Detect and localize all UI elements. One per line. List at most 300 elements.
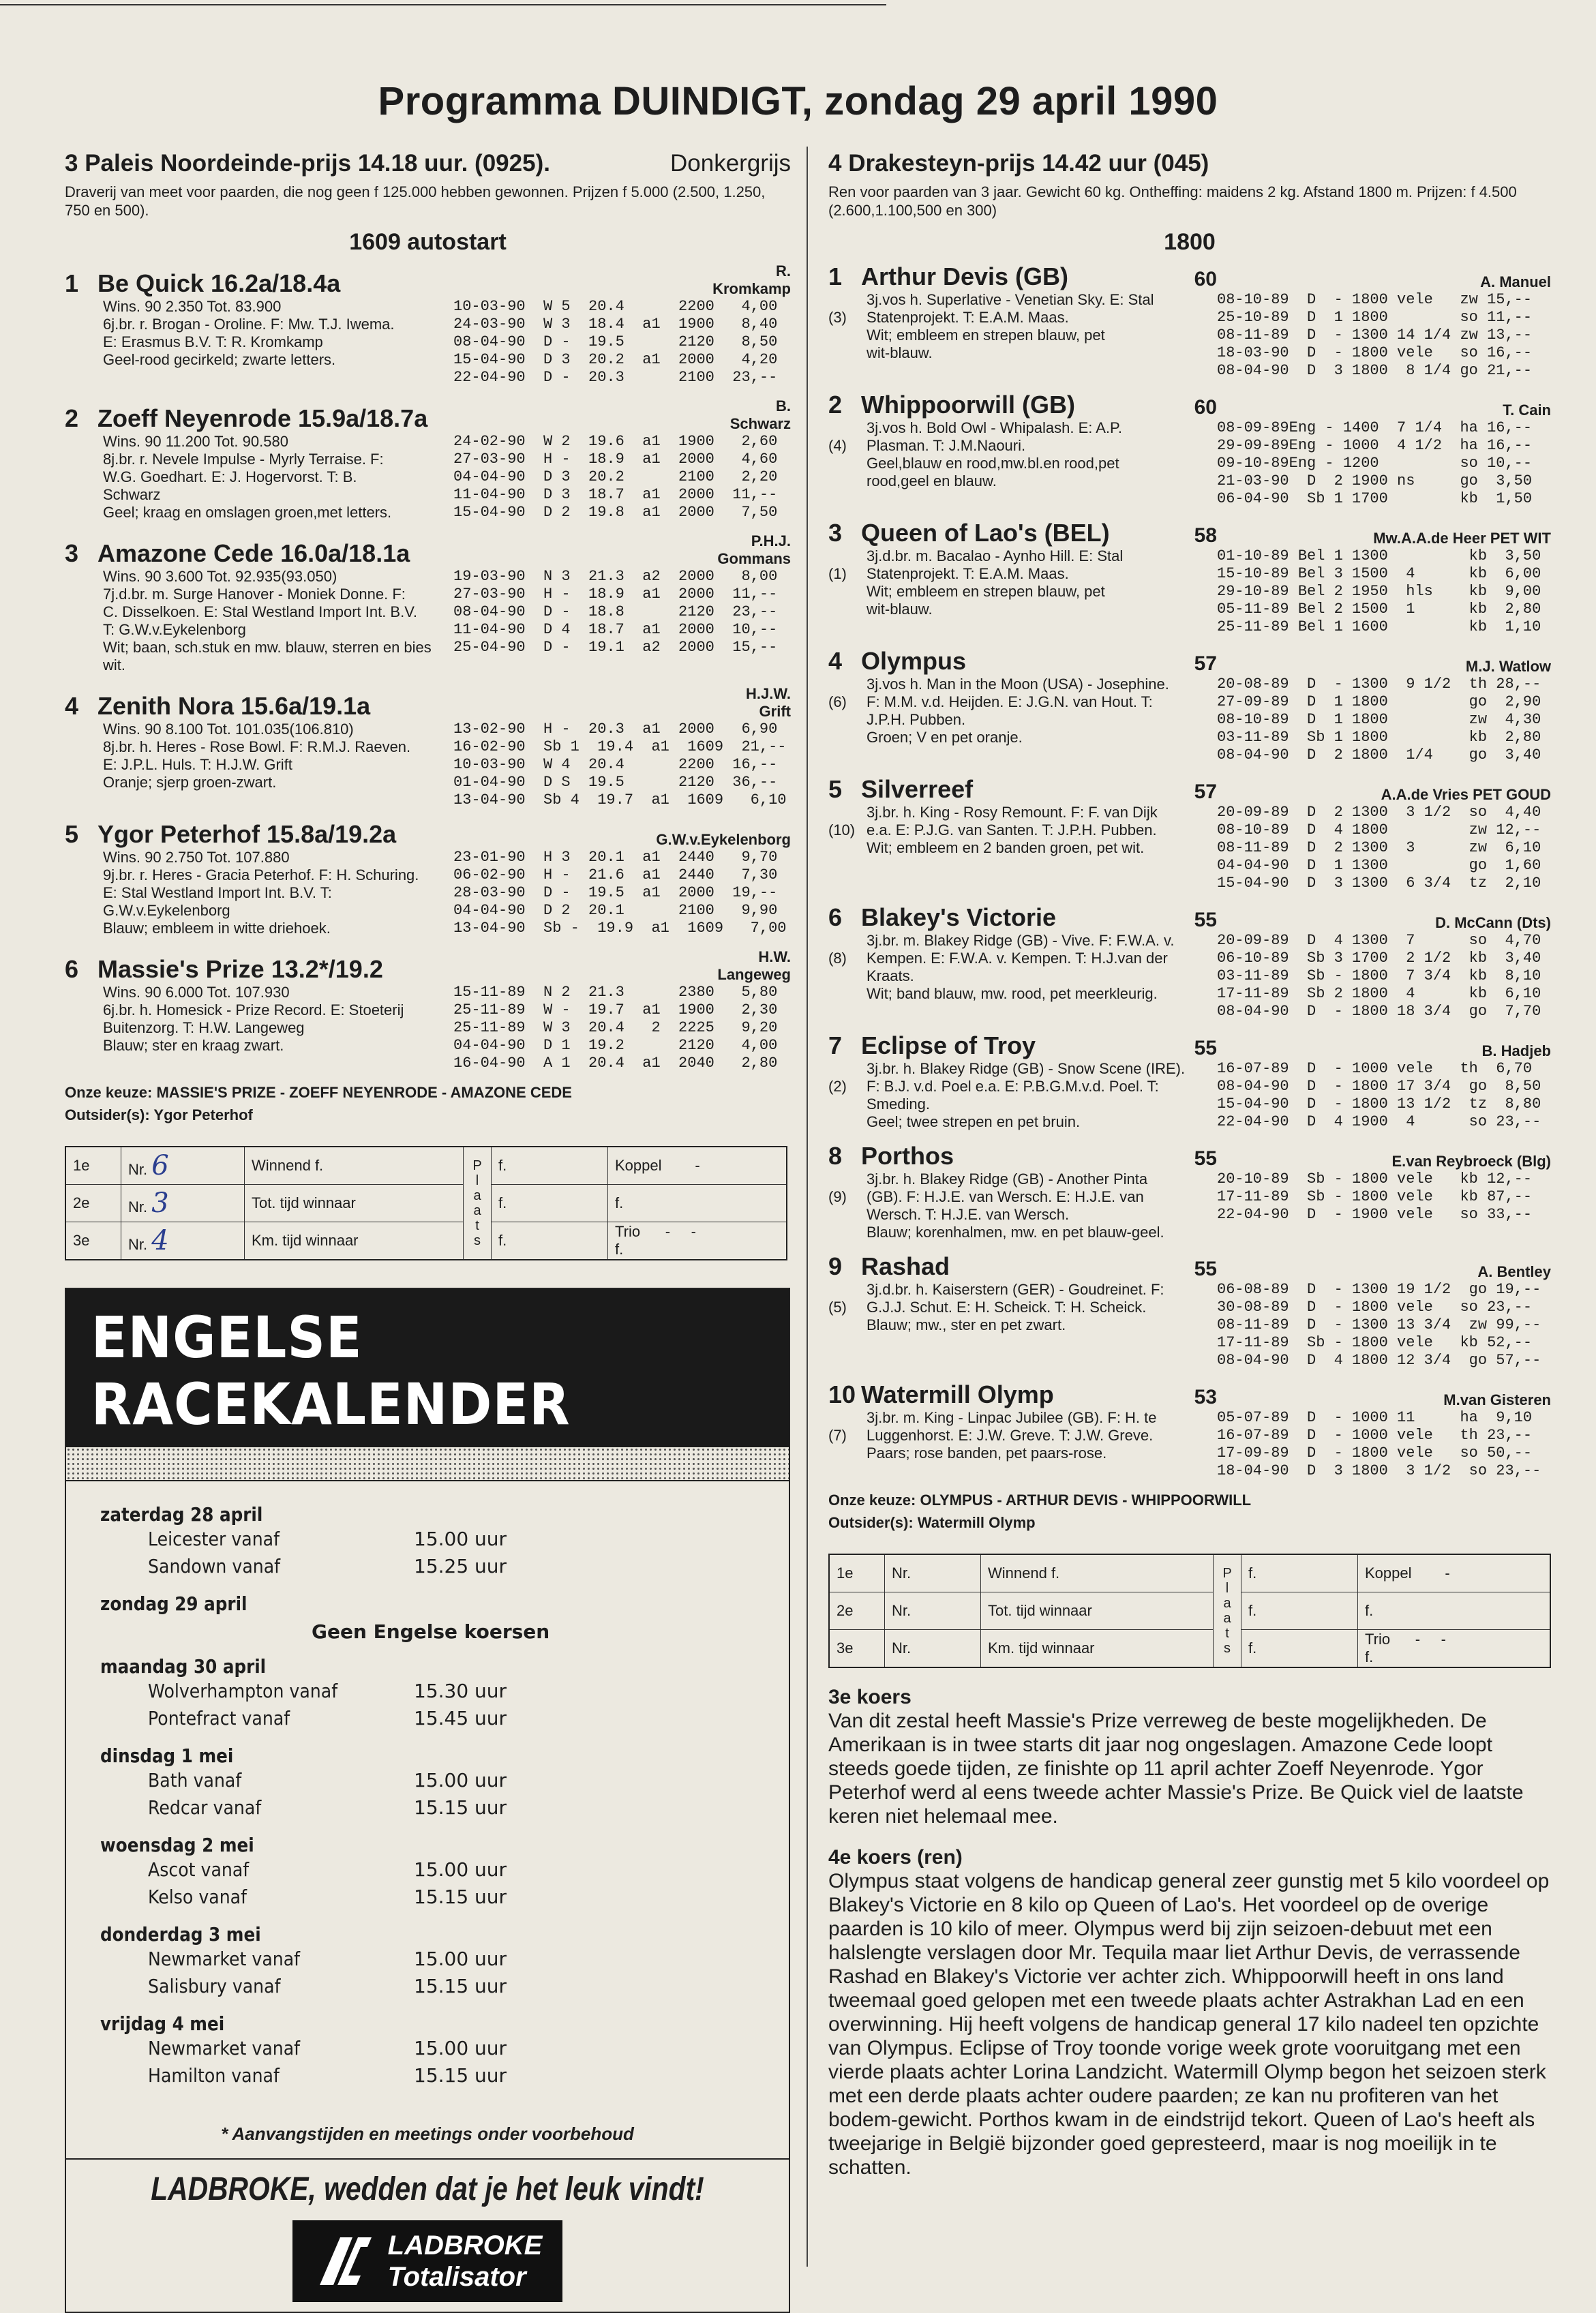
race3-horse-header — [65, 539, 717, 568]
race4-form-row: 05-11-89 Bel 2 1500 1 kb 2,80 — [1217, 601, 1541, 618]
race4-form-row: 20-09-89 D 2 1300 3 1/2 so 4,40 — [1217, 804, 1541, 821]
race3-horse-info-line: 7j.d.br. m. Surge Hanover - Moniek Donne. F: — [103, 586, 406, 603]
race3-horse-info-line: E: Erasmus B.V. T: R. Kromkamp — [103, 333, 323, 350]
kalender-time: 15.00 uur — [414, 1948, 507, 1970]
race3-horse-info-line: Geel; kraag en omslagen groen,met letters. — [103, 504, 392, 521]
race4-form-row: 30-08-89 D - 1800 vele so 23,-- — [1217, 1299, 1533, 1316]
race4-horse-info-line: Blauw; korenhalmen, mw. en pet blauw-geel. — [867, 1224, 1164, 1241]
race3-horse-info-line: 9j.br. r. Heres - Gracia Peterhof. F: H. Schuring. — [103, 866, 419, 883]
race3-horse-name: Amazone Cede 16.0a/18.1a — [97, 539, 410, 567]
race4-horse-top — [828, 647, 1551, 676]
result-tot-tijd: Tot. tijd winnaar — [245, 1185, 464, 1222]
race3-horse-number: 2 — [65, 404, 79, 432]
race4-horse-form — [1217, 547, 1551, 636]
dotted-band — [66, 1447, 789, 1481]
race3-horse-info-line: Blauw; embleem in witte driehoek. — [103, 920, 331, 937]
race3-horse-info-line: Schwarz — [103, 486, 161, 503]
race4-horse-info — [828, 804, 1217, 892]
race3-horse-form — [453, 721, 791, 809]
race3-horse-info — [65, 298, 453, 387]
race3-horse — [65, 820, 791, 937]
race3-horse-jockey: H.J.W. Grift — [745, 685, 791, 720]
race4-horse-info-line: Paars; rose banden, pet paars-rose. — [867, 1445, 1107, 1462]
kalender-time: 15.00 uur — [414, 1858, 507, 1881]
result-nr-2: Nr. 3 — [121, 1185, 245, 1222]
race3-color: Donkergrijs — [670, 150, 791, 177]
race3-horse — [65, 397, 791, 521]
race3-outsider: Outsider(s): Ygor Peterhof — [65, 1106, 253, 1123]
race4-horse-number: 7 — [828, 1031, 843, 1059]
top-rule — [0, 0, 886, 5]
race3-horse — [65, 948, 791, 1072]
right-column — [828, 150, 1551, 2179]
race4-horse-post-position: (3) — [828, 309, 847, 326]
race4-form-row: 08-04-90 D 2 1800 1/4 go 3,40 — [1217, 746, 1541, 764]
race4-horse-weight: 58 — [1194, 524, 1217, 547]
kalender-venue: Newmarket vanaf — [148, 2037, 301, 2059]
ladbroke-logo-line1: LADBROKE — [387, 2231, 543, 2261]
race3-horse-jockey: H.W. Langeweg — [717, 948, 791, 983]
race3-form-row: 11-04-90 D 4 18.7 a1 2000 10,-- — [453, 621, 778, 638]
race3-form-row: 15-11-89 N 2 21.3 2380 5,80 — [453, 984, 778, 1001]
race4-horse-body — [828, 1170, 1551, 1241]
race4-horse-info — [828, 676, 1217, 764]
race4-distance: 1800 — [1164, 229, 1216, 255]
race4-form-row: 05-07-89 D - 1000 11 ha 9,10 — [1217, 1409, 1533, 1426]
kalender-time: 15.25 uur — [414, 1555, 507, 1577]
race4-horse — [828, 1142, 1551, 1241]
race4-horse-top — [828, 775, 1551, 804]
race4-horse-info-line: Blauw; mw., ster en pet zwart. — [867, 1316, 1066, 1333]
r4-result-f-1: f. — [1241, 1554, 1358, 1592]
race4-horse-body — [828, 1281, 1551, 1370]
handwritten-nr-1: 6 — [151, 1150, 169, 1181]
race3-horse-info-line: Wins. 90 11.200 Tot. 90.580 — [103, 433, 288, 450]
race4-horse-name: Silverreef — [861, 775, 974, 803]
kalender-venue: Salisbury vanaf — [148, 1975, 281, 1997]
race4-form-row: 08-11-89 D - 1300 14 1/4 zw 13,-- — [1217, 327, 1533, 344]
race4-horse-info-line: Groen; V en pet oranje. — [867, 729, 1023, 746]
kalender-meeting — [148, 1526, 789, 1553]
race4-horse — [828, 262, 1551, 380]
race4-horse-info-line: 3j.br. h. Blakey Ridge (GB) - Snow Scene (IRE). — [867, 1060, 1186, 1077]
ladbroke-logo — [292, 2220, 563, 2302]
race4-horse-number: 4 — [828, 647, 843, 675]
race4-horse-header — [828, 519, 1217, 547]
race3-horse-name: Massie's Prize 13.2*/19.2 — [97, 955, 383, 983]
race4-form-row: 08-04-90 D 4 1800 12 3/4 go 57,-- — [1217, 1352, 1541, 1369]
race4-form-row: 17-11-89 Sb - 1800 vele kb 87,-- — [1217, 1188, 1533, 1205]
race4-horse-info-line: Statenprojekt. T: E.A.M. Maas. — [867, 565, 1069, 582]
race4-horse-header — [828, 1252, 1217, 1281]
race3-form-row: 24-03-90 W 3 18.4 a1 1900 8,40 — [453, 316, 778, 333]
race3-horse-number: 6 — [65, 955, 79, 983]
race4-horse-form — [1217, 932, 1551, 1021]
result-f-2: f. — [492, 1185, 608, 1222]
kalender-meeting — [148, 1794, 789, 1821]
race4-horse-jockey: Mw.A.A.de Heer PET WIT — [1373, 530, 1551, 547]
race4-horse-form — [1217, 1409, 1551, 1480]
race4-horse-header — [828, 903, 1217, 932]
ladbroke-ad — [66, 2158, 789, 2312]
race3-horse-number: 4 — [65, 692, 79, 720]
race3-horse-info — [65, 433, 453, 521]
r4-result-nr-3: Nr. — [885, 1630, 981, 1668]
race3-horse-info-line: 8j.br. h. Heres - Rose Bowl. F: R.M.J. Raeven. — [103, 738, 411, 755]
race4-form-row: 06-10-89 Sb 3 1700 2 1/2 kb 3,40 — [1217, 950, 1541, 967]
race4-horse-header — [828, 262, 1217, 291]
race4-horse — [828, 519, 1551, 636]
r4-result-trio: Trio - - f. — [1358, 1630, 1551, 1668]
race4-form-row: 17-11-89 Sb - 1800 vele kb 52,-- — [1217, 1334, 1533, 1351]
kalender-time: 15.15 uur — [414, 1796, 507, 1819]
race3-horse-jockey: R. Kromkamp — [712, 262, 791, 297]
race4-form-row: 20-10-89 Sb - 1800 vele kb 12,-- — [1217, 1170, 1533, 1188]
race4-horse-top — [828, 519, 1551, 547]
race3-form-row: 25-11-89 W 3 20.4 2 2225 9,20 — [453, 1019, 778, 1036]
race4-horse-jockey: A. Manuel — [1480, 273, 1551, 290]
kalender-meeting — [148, 1884, 789, 1911]
race4-horse-body — [828, 804, 1551, 892]
race4-horse-header — [828, 1031, 1217, 1060]
comment-heading: 4e koers (ren) — [828, 1846, 963, 1869]
race4-horse-post-position: (6) — [828, 693, 847, 710]
race4-horse-info-line: Wersch. T: H.J.E. van Wersch. — [867, 1206, 1070, 1223]
race3-horse — [65, 685, 791, 809]
race3-horse-info-line: C. Disselkoen. E: Stal Westland Import Int. B.V. — [103, 603, 417, 620]
race3-horse-form — [453, 433, 791, 521]
race4-horse-number: 8 — [828, 1142, 843, 1170]
race3-horse-info — [65, 984, 453, 1072]
race4-horse-form — [1217, 291, 1551, 380]
race4-horse-info-line: Wit; embleem en strepen blauw, pet — [867, 327, 1105, 344]
racekalender-title: ENGELSE RACEKALENDER — [66, 1289, 731, 1447]
race4-horse-info-line: Kraats. — [867, 967, 914, 984]
result-koppel: Koppel - — [608, 1147, 787, 1185]
race4-horse-info — [828, 547, 1217, 636]
race4-form-row: 16-07-89 D - 1000 vele th 6,70 — [1217, 1060, 1533, 1077]
race4-form-row: 21-03-90 D 2 1900 ns go 3,50 — [1217, 472, 1533, 489]
race3-form-row: 06-02-90 H - 21.6 a1 2440 7,30 — [453, 866, 778, 883]
race4-form-row: 25-11-89 Bel 1 1600 kb 1,10 — [1217, 618, 1541, 635]
race4-horse — [828, 1380, 1551, 1480]
race3-horse-info-line: Wins. 90 3.600 Tot. 92.935(93.050) — [103, 568, 337, 585]
race4-horse-info-line: rood,geel en blauw. — [867, 472, 997, 489]
race4-horse-post-position: (4) — [828, 437, 847, 454]
race3-form-row: 24-02-90 W 2 19.6 a1 1900 2,60 — [453, 433, 778, 450]
race4-horse-info — [828, 932, 1217, 1021]
race4-horse-jockey: D. McCann (Dts) — [1435, 914, 1551, 931]
race3-form-row: 27-03-90 H - 18.9 a1 2000 4,60 — [453, 451, 778, 468]
race4-horse-weight: 60 — [1194, 268, 1217, 290]
race3-horse — [65, 262, 791, 387]
race4-horse-weight: 55 — [1194, 909, 1217, 931]
race4-horse-info — [828, 291, 1217, 380]
race4-horse-header — [828, 391, 1217, 419]
race4-horse-top — [828, 1252, 1551, 1281]
race4-horse-number: 9 — [828, 1252, 843, 1280]
race3-horse-info-line: 6j.br. r. Brogan - Oroline. F: Mw. T.J. Iwema. — [103, 316, 395, 333]
race4-horse-form — [1217, 804, 1551, 892]
r4-result-nr-2: Nr. — [885, 1592, 981, 1630]
kalender-day: maandag 30 april — [100, 1655, 267, 1678]
result-trio: Trio - - f. — [608, 1222, 787, 1260]
race3-horse-info-line: E: J.P.L. Huls. T: H.J.W. Grift — [103, 756, 292, 773]
race4-horse-info — [828, 1060, 1217, 1131]
race4-horse-info — [828, 1170, 1217, 1241]
result-winnend: Winnend f. — [245, 1147, 464, 1185]
race4-horse-info-line: wit-blauw. — [867, 601, 933, 618]
race3-form-row: 19-03-90 N 3 21.3 a2 2000 8,00 — [453, 568, 778, 585]
race3-form-row: 04-04-90 D 3 20.2 2100 2,20 — [453, 468, 778, 485]
race4-horse-info-line: Wit; embleem en strepen blauw, pet — [867, 583, 1105, 600]
race4-horse-info-line: Luggenhorst. E: J.W. Greve. T: J.W. Greve. — [867, 1427, 1154, 1444]
race4-horse-top — [828, 262, 1551, 291]
race3-horse-top — [65, 820, 791, 849]
kalender-meeting — [148, 1705, 789, 1732]
race3-horse-header — [65, 404, 730, 433]
race3-horse-info-line: E: Stal Westland Import Int. B.V. T: — [103, 884, 332, 901]
race4-form-row: 16-07-89 D - 1000 vele th 23,-- — [1217, 1427, 1533, 1444]
race4-form-row: 08-10-89 D 4 1800 zw 12,-- — [1217, 821, 1541, 838]
race3-horse-header — [65, 955, 717, 984]
race4-horse — [828, 903, 1551, 1021]
race3-horse-info-line: Wins. 90 8.100 Tot. 101.035(106.810) — [103, 721, 354, 738]
race3-horse-info — [65, 568, 453, 674]
race4-form-row: 08-09-89Eng - 1400 7 1/4 ha 16,-- — [1217, 419, 1533, 436]
race3-form-row: 11-04-90 D 3 18.7 a1 2000 11,-- — [453, 486, 778, 503]
kalender-venue: Leicester vanaf — [148, 1528, 280, 1550]
race4-horse-info — [828, 419, 1217, 508]
race4-horse-name: Queen of Lao's (BEL) — [861, 519, 1110, 547]
race3-title: 3 Paleis Noordeinde-prijs 14.18 uur. (0925). — [65, 150, 550, 177]
ladbroke-slogan: LADBROKE, wedden dat je het leuk vindt! — [151, 2171, 704, 2207]
race4-horse-post-position: (9) — [828, 1188, 847, 1205]
kalender-venue: Newmarket vanaf — [148, 1948, 301, 1970]
race3-form-row: 13-02-90 H - 20.3 a1 2000 6,90 — [453, 721, 778, 738]
r4-result-km-tijd: Km. tijd winnaar — [981, 1630, 1214, 1668]
race4-horse-header — [828, 1380, 1217, 1409]
race4-horse-info-line: Geel,blauw en rood,mw.bl.en rood,pet — [867, 455, 1119, 472]
race4-horse-weight: 55 — [1194, 1258, 1217, 1280]
race4-horse-info-line: Geel; twee strepen en pet bruin. — [867, 1113, 1081, 1130]
race4-horse-jockey: E.van Reybroeck (Blg) — [1391, 1153, 1551, 1170]
race3-horse-number: 3 — [65, 539, 79, 567]
race4-horse-info-line: Wit; band blauw, mw. rood, pet meerkleurig. — [867, 985, 1158, 1002]
race3-horse-top — [65, 397, 791, 433]
race3-horse-header — [65, 692, 746, 721]
race4-horse-name: Olympus — [861, 647, 967, 675]
r4-result-place-1: 1e — [829, 1554, 885, 1592]
kalender-day: zaterdag 28 april — [100, 1503, 263, 1526]
race3-form-row: 28-03-90 D - 19.5 a1 2000 19,-- — [453, 884, 778, 901]
race4-horse-name: Watermill Olymp — [861, 1380, 1054, 1408]
race3-form-row: 13-04-90 Sb - 19.9 a1 1609 7,00 — [453, 920, 787, 937]
race4-horse-info-line: Wit; embleem en 2 banden groen, pet wit. — [867, 839, 1145, 856]
r4-result-nr-1: Nr. — [885, 1554, 981, 1592]
race4-form-row: 04-04-90 D 1 1300 go 1,60 — [1217, 857, 1541, 874]
ladbroke-logo-line2: Totalisator — [387, 2262, 526, 2292]
race3-form-row: 16-02-90 Sb 1 19.4 a1 1609 21,-- — [453, 738, 787, 755]
race3-form-row: 25-11-89 W - 19.7 a1 1900 2,30 — [453, 1001, 778, 1018]
race4-horse-header — [828, 775, 1217, 804]
race4-form-row: 01-10-89 Bel 1 1300 kb 3,50 — [1217, 547, 1541, 564]
race4-form-row: 09-10-89Eng - 1200 so 10,-- — [1217, 455, 1533, 472]
race4-horse-form — [1217, 1060, 1551, 1131]
race4-horse-info-line: G.J.J. Schut. E: H. Scheick. T: H. Scheick. — [867, 1299, 1147, 1316]
race3-horse-header — [65, 269, 712, 298]
race3-form-row: 04-04-90 D 1 19.2 2120 4,00 — [453, 1037, 778, 1054]
result-place-2: 2e — [65, 1185, 121, 1222]
race3-horse-form — [453, 568, 791, 674]
race4-form-row: 08-11-89 D 2 1300 3 zw 6,10 — [1217, 839, 1541, 856]
race3-horse-top — [65, 262, 791, 298]
kalender-meeting — [148, 1856, 789, 1884]
race4-horse-name: Porthos — [861, 1142, 954, 1170]
race4-horse-body — [828, 419, 1551, 508]
result-f-1: f. — [492, 1147, 608, 1185]
race3-form-row: 16-04-90 A 1 20.4 a1 2040 2,80 — [453, 1055, 778, 1072]
kalender-venue: Pontefract vanaf — [148, 1707, 290, 1729]
race3-form-row: 22-04-90 D - 20.3 2100 23,-- — [453, 369, 778, 386]
race3-horse-body — [65, 433, 791, 521]
race4-horse-info-line: 3j.br. m. Blakey Ridge (GB) - Vive. F: F.W.A. v. — [867, 932, 1175, 949]
race4-horse-info-line: 3j.br. m. King - Linpac Jubilee (GB). F: H. te — [867, 1409, 1157, 1426]
comment-text: Olympus staat volgens de handicap general zeer gunstig met 5 kilo voordeel op Blakey's Victorie en 8 kilo op Queen of Lao's. Het voordeel op de overige paarden is 10 kilo of meer. Olympus werd bij zijn seizoen-debuut met een halslengte verslagen door Mr. Tequila maar liet Arthur Devis, de verrassende Rashad en Blakey's Victorie ver achter zich. Whippoorwill heeft in ons land tweemaal goed gelopen met een tweede plaats achter Astrakhan Lad en een overwinning. Hij heeft volgens de handicap general 17 kilo nadeel ten opzichte van Olympus. Eclipse of Troy toonde vorige week grote vooruitgang met een vierde plaats achter Lorina Landzicht. Watermill Olymp begon het seizoen sterk met een derde plaats achter oudere paarden; ze kan nu profiteren van het bodem-gewicht. Porthos kwam in de eindstrijd tekort. Queen of Lao's heeft als tweejarige in België bijzonder goed gepresteerd, maar is nog moeilijk in te schatten. — [828, 1870, 1550, 2179]
race3-horse-number: 5 — [65, 820, 79, 848]
race4-form-row: 15-10-89 Bel 3 1500 4 kb 6,00 — [1217, 565, 1541, 582]
result-nr-1: Nr. 6 — [121, 1147, 245, 1185]
race3-horse-info-line: T: G.W.v.Eykelenborg — [103, 621, 246, 638]
race4-horse-info-line: 3j.d.br. m. Bacalao - Aynho Hill. E: Stal — [867, 547, 1124, 564]
kalender-meeting — [148, 1678, 789, 1705]
race4-horse-info-line: F: B.J. v.d. Poel e.a. E: P.B.G.M.v.d. Poel. T: — [867, 1078, 1159, 1095]
race4-horse-top — [828, 1380, 1551, 1409]
race4-horse-list — [828, 262, 1551, 1480]
r4-result-winnend: Winnend f. — [981, 1554, 1214, 1592]
race4-our-choice: Onze keuze: OLYMPUS - ARTHUR DEVIS - WHIPPOORWILL — [828, 1492, 1252, 1509]
race4-horse-number: 5 — [828, 775, 843, 803]
race4-horse-info-line: J.P.H. Pubben. — [867, 711, 966, 728]
r4-result-f-3: f. — [1241, 1630, 1358, 1668]
race3-description: Draverij van meet voor paarden, die nog geen f 125.000 hebben gewonnen. Prijzen f 5.000 (2.500, 1.250, 750 en 500). — [65, 183, 766, 219]
race4-form-row: 25-10-89 D 1 1800 so 11,-- — [1217, 309, 1533, 326]
result-nr-3: Nr. 4 — [121, 1222, 245, 1260]
kalender-meeting — [148, 1973, 789, 2000]
race3-horse-body — [65, 849, 791, 937]
kalender-venue: Ascot vanaf — [148, 1858, 250, 1881]
race4-horse-form — [1217, 1170, 1551, 1241]
race4-horse-post-position: (8) — [828, 950, 847, 967]
race4-horse-weight: 53 — [1194, 1386, 1217, 1408]
race3-form-row: 10-03-90 W 4 20.4 2200 16,-- — [453, 756, 778, 773]
race4-horse-info-line: (GB). F: H.J.E. van Wersch. E: H.J.E. van — [867, 1188, 1144, 1205]
kalender-time: 15.00 uur — [414, 1528, 507, 1550]
kalender-time: 15.15 uur — [414, 1886, 507, 1908]
r4-result-tot-tijd: Tot. tijd winnaar — [981, 1592, 1214, 1630]
race4-horse-body — [828, 676, 1551, 764]
kalender-meeting — [148, 2035, 789, 2062]
race4-horse-post-position: (2) — [828, 1078, 847, 1095]
race4-form-row: 06-04-90 Sb 1 1700 kb 1,50 — [1217, 490, 1533, 507]
kalender-venue: Kelso vanaf — [148, 1886, 247, 1908]
race3-header — [65, 150, 791, 177]
race4-horse-top — [828, 903, 1551, 932]
race4-horse-info-line: Smeding. — [867, 1095, 930, 1113]
race3-horse-number: 1 — [65, 269, 79, 297]
r4-result-place-2: 2e — [829, 1592, 885, 1630]
race3-horse-body — [65, 298, 791, 387]
race3-horse-info — [65, 721, 453, 809]
kalender-no-races: Geen Engelse koersen — [312, 1620, 550, 1643]
comment-heading: 3e koers — [828, 1686, 912, 1708]
race4-horse-info — [828, 1281, 1217, 1370]
race4-horse-body — [828, 932, 1551, 1021]
kalender-day: woensdag 2 mei — [100, 1834, 254, 1856]
race4-form-row: 06-08-89 D - 1300 19 1/2 go 19,-- — [1217, 1281, 1541, 1298]
race4-horse-post-position: (5) — [828, 1299, 847, 1316]
race4-horse-info-line: 3j.vos h. Bold Owl - Whipalash. E: A.P. — [867, 419, 1122, 436]
race3-horse-jockey: B. Schwarz — [729, 397, 792, 432]
race4-horse-number: 6 — [828, 903, 843, 931]
kalender-venue: Bath vanaf — [148, 1769, 242, 1792]
kalender-day: vrijdag 4 mei — [100, 2012, 225, 2035]
race4-horse-info-line: e.a. E: P.J.G. van Santen. T: J.P.H. Pubben. — [867, 821, 1157, 838]
race4-form-row: 18-04-90 D 3 1800 3 1/2 so 23,-- — [1217, 1462, 1541, 1479]
race4-horse-name: Blakey's Victorie — [861, 903, 1057, 931]
race3-form-row: 04-04-90 D 2 20.1 2100 9,90 — [453, 902, 778, 919]
column-divider — [807, 147, 808, 2267]
race3-horse-top — [65, 532, 791, 568]
race4-horse — [828, 1252, 1551, 1370]
race4-horse-header — [828, 1142, 1217, 1170]
race4-horse-form — [1217, 419, 1551, 508]
race3-form-row: 08-04-90 D - 18.8 2120 23,-- — [453, 603, 778, 620]
race4-title: 4 Drakesteyn-prijs 14.42 uur (045) — [828, 150, 1209, 177]
race3-distance: 1609 autostart — [349, 229, 507, 255]
race4-form-row: 15-04-90 D 3 1300 6 3/4 tz 2,10 — [1217, 875, 1541, 892]
race4-horse-jockey: A.A.de Vries PET GOUD — [1381, 786, 1551, 803]
race3-horse-info-line: 8j.br. r. Nevele Impulse - Myrly Terraise. F: — [103, 451, 384, 468]
race4-horse-jockey: B. Hadjeb — [1481, 1042, 1551, 1059]
race3-horse-info-line: Wins. 90 6.000 Tot. 107.930 — [103, 984, 290, 1001]
race4-form-row: 20-09-89 D 4 1300 7 so 4,70 — [1217, 932, 1541, 949]
r4-result-f-2: f. — [1241, 1592, 1358, 1630]
race3-horse-body — [65, 568, 791, 674]
race4-result-table — [828, 1554, 1551, 1668]
race3-horse-top — [65, 948, 791, 984]
race3-horse-name: Be Quick 16.2a/18.4a — [97, 269, 341, 297]
kalender-day: zondag 29 april — [100, 1592, 247, 1615]
race4-horse — [828, 1031, 1551, 1131]
race4-form-row: 08-04-90 D - 1800 18 3/4 go 7,70 — [1217, 1003, 1541, 1020]
race4-outsider: Outsider(s): Watermill Olymp — [828, 1514, 1036, 1531]
race4-form-row: 17-11-89 Sb 2 1800 4 kb 6,10 — [1217, 985, 1541, 1002]
race4-horse-header — [828, 647, 1217, 676]
result-plaats: P l a a t s — [464, 1147, 492, 1260]
race3-form-row: 13-04-90 Sb 4 19.7 a1 1609 6,10 — [453, 791, 787, 808]
race3-horse-info-line: Wit; baan, sch.stuk en mw. blauw, sterren en bies wit. — [103, 639, 432, 674]
race4-form-row: 17-09-89 D - 1800 vele so 50,-- — [1217, 1445, 1533, 1462]
r4-result-place-3: 3e — [829, 1630, 885, 1668]
race4-horse-top — [828, 1031, 1551, 1060]
result-place-1: 1e — [65, 1147, 121, 1185]
race3-horse-form — [453, 984, 791, 1072]
race4-horse-weight: 55 — [1194, 1147, 1217, 1170]
race4-horse-body — [828, 291, 1551, 380]
race3-form-row: 25-04-90 D - 19.1 a2 2000 15,-- — [453, 639, 778, 656]
race3-horse-info-line: Oranje; sjerp groen-zwart. — [103, 774, 277, 791]
